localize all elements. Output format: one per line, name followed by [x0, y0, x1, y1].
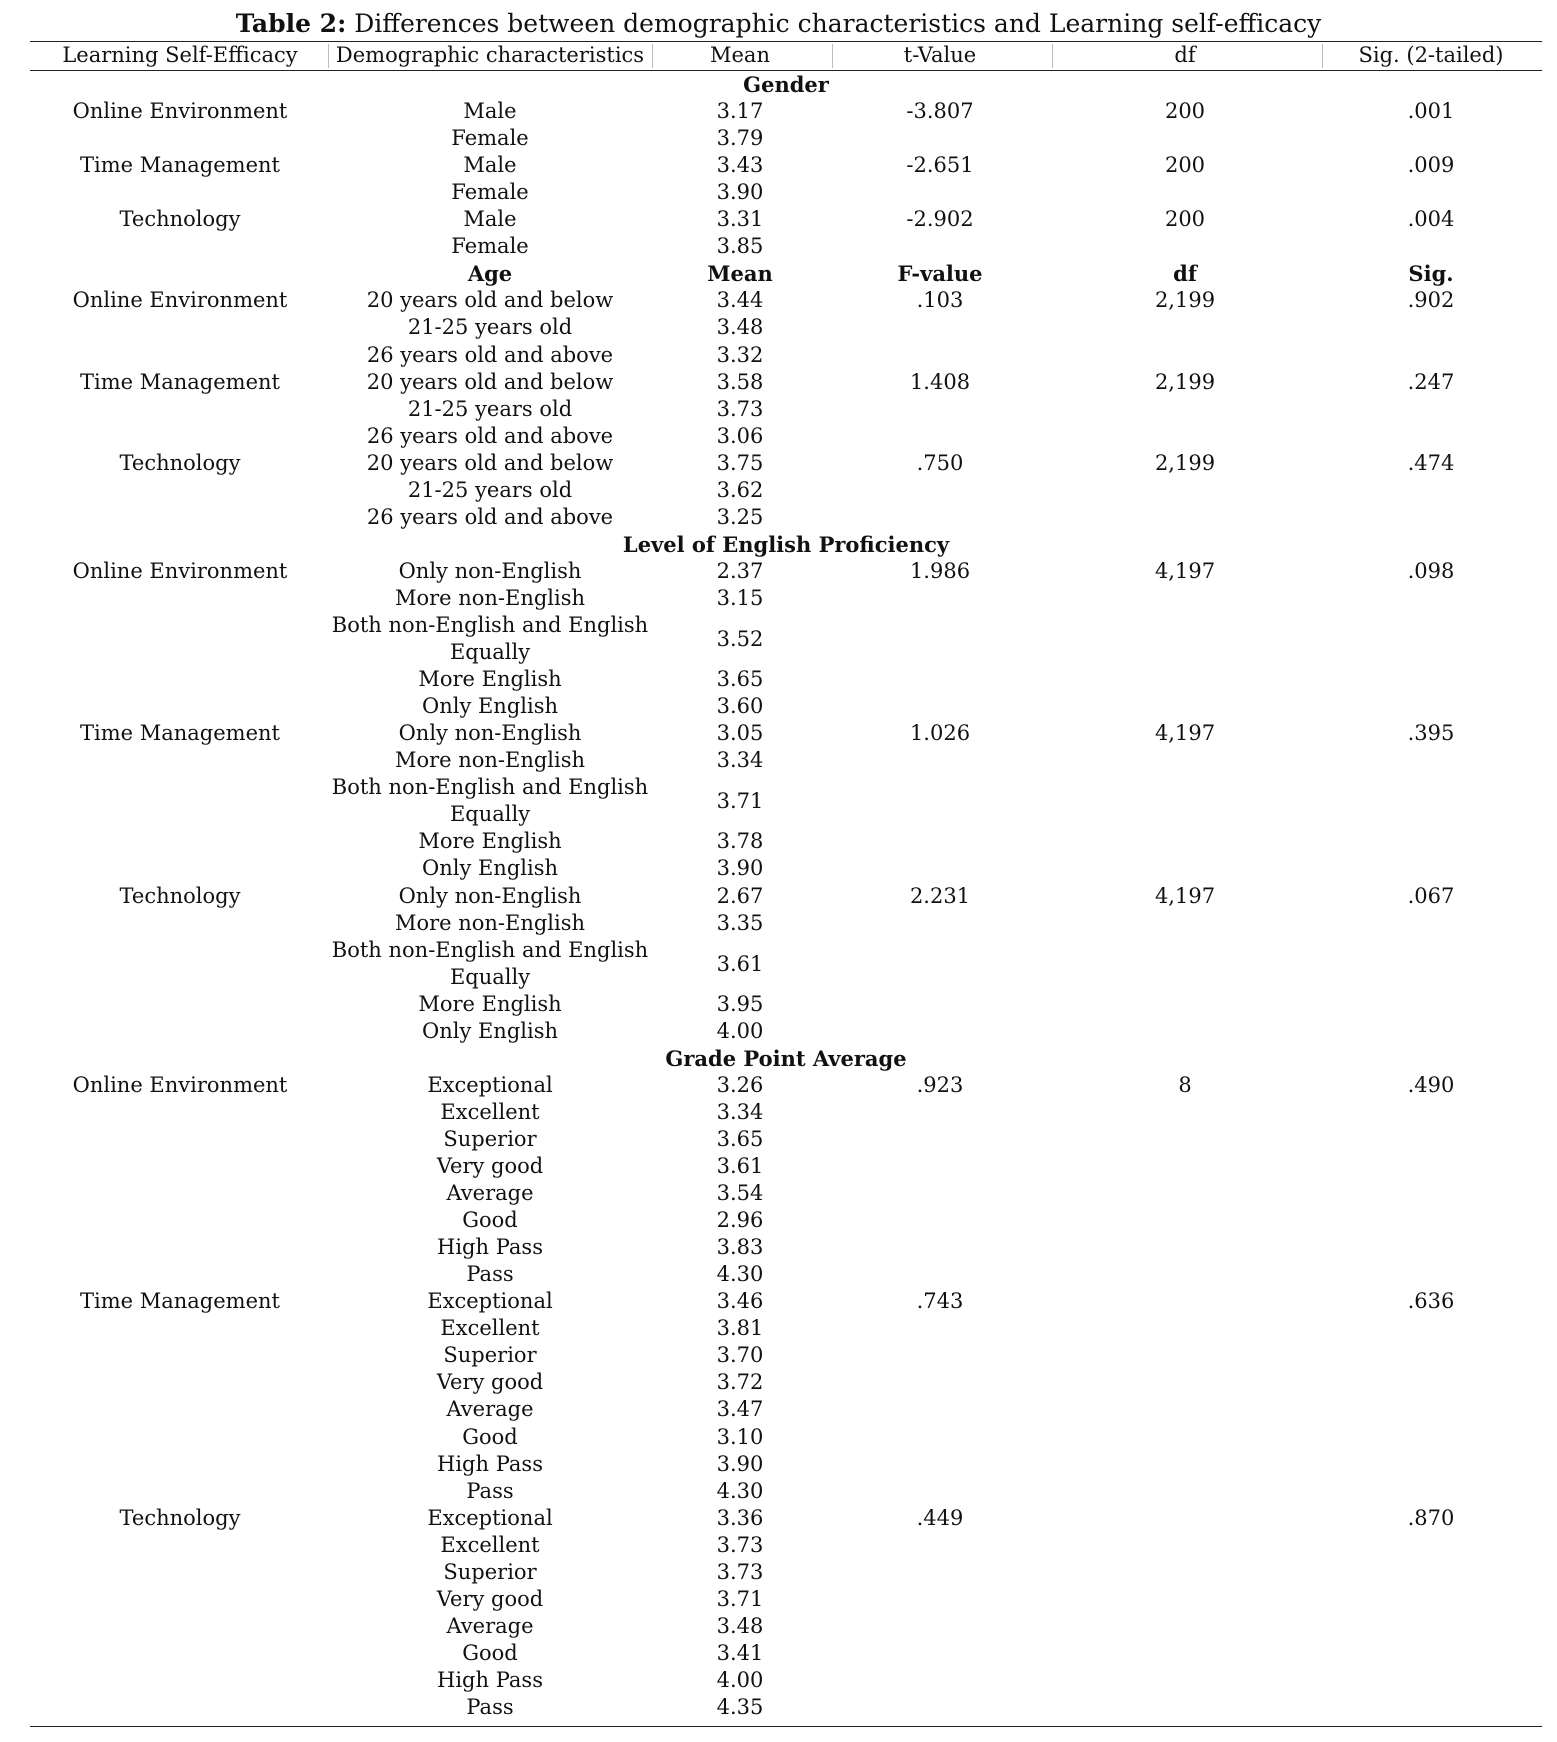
significance-cell: .636 [1407, 1289, 1455, 1314]
mean-cell: 3.31 [716, 207, 764, 232]
demographic-cell: Average [446, 1181, 534, 1206]
demographic-cell: Pass [466, 1695, 514, 1719]
section-heading: Gender [743, 72, 829, 97]
mean-cell: 3.78 [716, 829, 764, 854]
mean-cell: 3.95 [716, 991, 764, 1016]
mean-cell: 3.48 [716, 1613, 764, 1638]
mean-cell: 3.83 [716, 1235, 764, 1260]
demographic-cell: Superior [443, 1343, 537, 1368]
mean-cell: 3.58 [716, 369, 764, 394]
mean-cell: 3.54 [716, 1181, 764, 1206]
statistic-cell: .449 [916, 1505, 964, 1530]
header-t-value: t-Value [903, 43, 977, 67]
demographic-cell: Pass [466, 1262, 514, 1287]
demographic-cell: High Pass [437, 1235, 543, 1260]
demographic-cell: 20 years old and below [366, 288, 614, 313]
demographic-cell: Exceptional [427, 1289, 553, 1314]
demographic-cell: Only non-English [398, 558, 582, 583]
significance-cell: .009 [1407, 153, 1455, 178]
mean-cell: 3.61 [716, 951, 764, 976]
demographic-cell: Both non-English and English [331, 775, 649, 800]
mean-cell: 3.47 [716, 1397, 764, 1422]
mean-cell: 3.52 [716, 627, 764, 651]
df-cell: 4,197 [1154, 883, 1216, 908]
demographic-cell: Only English [421, 856, 559, 881]
significance-cell: .902 [1407, 288, 1455, 313]
mean-cell: 3.62 [716, 477, 764, 502]
learning-self-efficacy-cell: Technology [119, 883, 241, 908]
df-cell: 200 [1164, 207, 1206, 232]
mean-cell: 3.73 [716, 1559, 764, 1584]
mean-cell: 3.34 [716, 1099, 764, 1124]
statistic-cell: -3.807 [906, 99, 974, 124]
demographic-cell: More English [418, 829, 562, 854]
mean-cell: 3.26 [716, 1072, 764, 1097]
mean-cell: 3.90 [716, 1451, 764, 1476]
demographic-cell: More non-English [394, 585, 586, 610]
df-cell: 4,197 [1154, 558, 1216, 583]
mean-cell: 3.34 [716, 748, 764, 773]
demographic-cell: More non-English [394, 910, 586, 935]
mean-cell: 3.46 [716, 1289, 764, 1314]
df-cell: df [1173, 261, 1197, 287]
significance-cell: .247 [1407, 369, 1455, 394]
mean-cell: 3.60 [716, 694, 764, 719]
demographic-cell: Only English [421, 1018, 559, 1043]
mean-cell: 3.36 [716, 1505, 764, 1530]
significance-cell: .004 [1407, 207, 1455, 232]
statistic-cell: 1.408 [909, 369, 971, 394]
significance-cell: Sig. [1408, 261, 1454, 287]
statistic-cell: .750 [916, 450, 964, 475]
header-df: df [1174, 43, 1196, 67]
mean-cell: 2.96 [716, 1208, 764, 1233]
demographic-cell: More English [418, 991, 562, 1016]
mean-cell: 3.70 [716, 1343, 764, 1368]
header-sig: Sig. (2-tailed) [1358, 43, 1504, 67]
demographic-cell: Superior [443, 1126, 537, 1151]
mean-cell: 3.81 [716, 1316, 764, 1341]
mean-cell: 3.17 [716, 99, 764, 124]
demographic-cell: Very good [436, 1154, 544, 1178]
mean-cell: Mean [707, 261, 773, 287]
mean-cell: 4.35 [716, 1695, 764, 1719]
demographic-cell: Exceptional [427, 1072, 553, 1097]
caption-text: Differences between demographic characteristics and Learning self-efficacy [354, 9, 1322, 38]
mean-cell: 3.90 [716, 856, 764, 881]
demographic-cell: Male [463, 153, 517, 178]
df-cell: 2,199 [1154, 288, 1216, 313]
demographic-cell: 21-25 years old [407, 396, 573, 421]
demographic-cell: Good [462, 1640, 518, 1665]
learning-self-efficacy-cell: Time Management [80, 721, 280, 746]
demographic-cell: Excellent [440, 1532, 540, 1557]
demographic-cell: More non-English [394, 748, 586, 773]
demographic-cell: 26 years old and above [366, 504, 614, 529]
header-learning-self-efficacy: Learning Self-Efficacy [62, 43, 298, 67]
demographic-cell: Only English [421, 694, 559, 719]
statistic-cell: .923 [916, 1072, 964, 1097]
significance-cell: .870 [1407, 1505, 1455, 1530]
demographic-cell: Pass [466, 1478, 514, 1503]
mean-cell: 3.90 [716, 180, 764, 205]
significance-cell: .474 [1407, 450, 1455, 475]
statistic-cell: .743 [916, 1289, 964, 1314]
learning-self-efficacy-cell: Online Environment [72, 99, 288, 124]
demographic-cell: 20 years old and below [366, 450, 614, 475]
mean-cell: 4.30 [716, 1262, 764, 1287]
mean-cell: 3.71 [716, 1586, 764, 1611]
learning-self-efficacy-cell: Technology [119, 207, 241, 232]
df-cell: 2,199 [1154, 450, 1216, 475]
df-cell: 4,197 [1154, 721, 1216, 746]
mean-cell: 3.10 [716, 1424, 764, 1449]
mean-cell: 2.37 [716, 558, 764, 583]
demographic-cell: 26 years old and above [366, 342, 614, 367]
demographic-cell: Both non-English and English [331, 613, 649, 637]
demographic-cell: Average [446, 1397, 534, 1422]
section-heading: Grade Point Average [665, 1045, 907, 1071]
statistic-cell: 1.986 [909, 558, 971, 583]
learning-self-efficacy-cell: Online Environment [72, 288, 288, 313]
demographic-cell: Age [467, 261, 513, 287]
statistic-cell: -2.902 [906, 207, 974, 232]
mean-cell: 3.15 [716, 585, 764, 610]
mean-cell: 3.05 [716, 721, 764, 746]
significance-cell: .395 [1407, 721, 1455, 746]
learning-self-efficacy-cell: Time Management [80, 1289, 280, 1314]
header-mean: Mean [710, 43, 770, 67]
mean-cell: 3.79 [716, 126, 764, 151]
mean-cell: 3.06 [716, 423, 764, 448]
learning-self-efficacy-cell: Technology [119, 1505, 241, 1530]
demographic-cell: Both non-English and English [331, 937, 649, 962]
mean-cell: 3.72 [716, 1370, 764, 1395]
demographic-cell: Excellent [440, 1099, 540, 1124]
df-cell: 200 [1164, 153, 1206, 178]
demographic-cell: Superior [443, 1559, 537, 1584]
mean-cell: 3.65 [716, 667, 764, 692]
demographic-cell: Exceptional [427, 1505, 553, 1530]
demographic-cell: Female [451, 234, 529, 259]
learning-self-efficacy-cell: Technology [119, 450, 241, 475]
significance-cell: .001 [1407, 99, 1455, 124]
mean-cell: 3.65 [716, 1126, 764, 1151]
demographic-cell: Very good [436, 1586, 544, 1611]
demographic-cell: High Pass [437, 1667, 543, 1692]
significance-cell: .098 [1407, 558, 1455, 583]
statistic-cell: .103 [916, 288, 964, 313]
demographic-cell: 20 years old and below [366, 369, 614, 394]
mean-cell: 4.30 [716, 1478, 764, 1503]
demographic-cell: Male [463, 99, 517, 124]
learning-self-efficacy-cell: Time Management [80, 369, 280, 394]
header-demographic-characteristics: Demographic characteristics [335, 43, 645, 67]
bottom-rule [30, 1726, 1542, 1727]
statistic-cell: -2.651 [906, 153, 974, 178]
learning-self-efficacy-cell: Time Management [80, 153, 280, 178]
significance-cell: .490 [1407, 1072, 1455, 1097]
demographic-cell: Only non-English [398, 883, 582, 908]
statistic-cell: 2.231 [909, 883, 971, 908]
statistic-cell: F-value [897, 261, 983, 287]
significance-cell: .067 [1407, 883, 1455, 908]
demographic-cell: High Pass [437, 1451, 543, 1476]
caption-label: Table 2: [235, 9, 347, 38]
demographic-cell: 21-25 years old [407, 477, 573, 502]
mean-cell: 3.75 [716, 450, 764, 475]
mean-cell: 3.73 [716, 1532, 764, 1557]
learning-self-efficacy-cell: Online Environment [72, 1072, 288, 1097]
demographic-cell: Equally [449, 640, 531, 665]
mean-cell: 3.43 [716, 153, 764, 178]
learning-self-efficacy-cell: Online Environment [72, 558, 288, 583]
mean-cell: 3.48 [716, 315, 764, 340]
demographic-cell: Good [462, 1208, 518, 1233]
mean-cell: 3.41 [716, 1640, 764, 1665]
mean-cell: 4.00 [716, 1667, 764, 1692]
mean-cell: 3.61 [716, 1154, 764, 1178]
statistic-cell: 1.026 [909, 721, 971, 746]
df-cell: 200 [1164, 99, 1206, 124]
mean-cell: 3.44 [716, 288, 764, 313]
demographic-cell: Excellent [440, 1316, 540, 1341]
mean-cell: 2.67 [716, 883, 764, 908]
demographic-cell: Only non-English [398, 721, 582, 746]
demographic-cell: 21-25 years old [407, 315, 573, 340]
demographic-cell: Average [446, 1613, 534, 1638]
mean-cell: 3.32 [716, 342, 764, 367]
mean-cell: 4.00 [716, 1018, 764, 1043]
demographic-cell: Very good [436, 1370, 544, 1395]
demographic-cell: 26 years old and above [366, 423, 614, 448]
mean-cell: 3.35 [716, 910, 764, 935]
mean-cell: 3.73 [716, 396, 764, 421]
mean-cell: 3.85 [716, 234, 764, 259]
demographic-cell: Good [462, 1424, 518, 1449]
section-heading: Level of English Proficiency [622, 531, 950, 557]
mean-cell: 3.71 [716, 789, 764, 814]
demographic-cell: Equally [449, 964, 531, 989]
demographic-cell: More English [418, 667, 562, 692]
demographic-cell: Female [451, 180, 529, 205]
mean-cell: 3.25 [716, 504, 764, 529]
demographic-cell: Equally [449, 802, 531, 827]
demographic-cell: Male [463, 207, 517, 232]
df-cell: 2,199 [1154, 369, 1216, 394]
df-cell: 8 [1178, 1072, 1192, 1097]
demographic-cell: Female [451, 126, 529, 151]
